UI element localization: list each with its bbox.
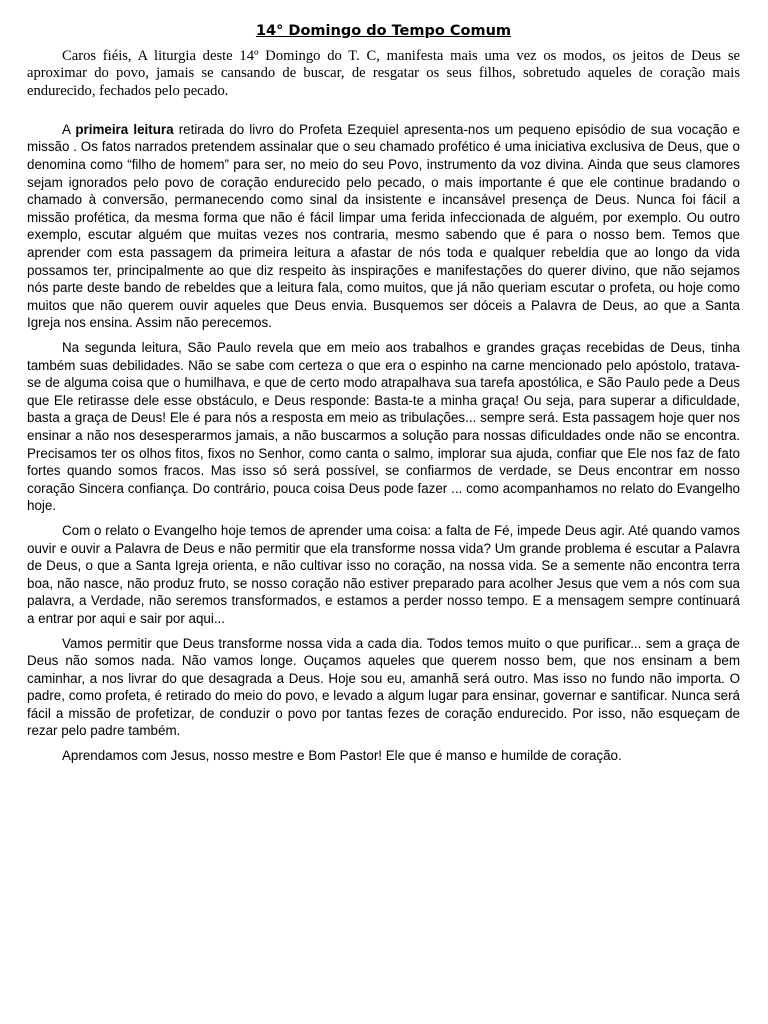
paragraph-second-reading: Na segunda leitura, São Paulo revela que em meio aos trabalhos e grandes graças recebidas de Deus, tinha também suas debilidades. Não se sabe com certeza o que era o espinho na carne mencionado pelo apóstolo, tratava-se de alguma coisa que o humilhava, e que de certo modo atrapalhava sua tarefa apostólica, e São Paulo pede a Deus que Ele retirasse dele esse obstáculo, e Deus responde: Basta-te a minha graça! Ou seja, para superar a dificuldade, basta a graça de Deus! Ele é para nós a resposta em meio as tribulações... sempre será. Esta passagem hoje quer nos ensinar a não nos desesperarmos jamais, a não buscarmos a solução para nossas dificuldades onde não se encontra. Precisamos ter os olhos fitos, fixos no Senhor, como canta o salmo, implorar sua ajuda, confiar que Ele nos faz de fato fortes quando somos fracos. Mas isso só será possível, se confiarmos de verdade, se Deus encontrar em nosso coração Sincera confiança. Do contrário, pouca coisa Deus pode fazer ... como acompanhamos no relato do Evangelho hoje. <box>27 340 740 514</box>
document-page <box>27 22 740 772</box>
page-title: 14° Domingo do Tempo Comum <box>255 23 512 39</box>
paragraph-closing: Aprendamos com Jesus, nosso mestre e Bom Pastor! Ele que é manso e humilde de coração. <box>62 748 622 764</box>
first-reading-text: retirada do livro do Profeta Ezequiel apresenta-nos um pequeno episódio de sua vocação e missão . Os fatos narrados pretendem assinalar que o seu chamado profético é uma iniciativa exclusiva de Deus, que o denomina como “filho de homem” para ser, no meio do seu Povo, instrumento da voz divina. Ainda que seus clamores sejam ignorados pelo povo de coração endurecido pelo pecado, o mais importante é que ele continue bradando o chamado à conversão, permanecendo como sinal da insistente e incansável presença de Deus. Nunca foi fácil a missão profética, da mesma forma que não é fácil limpar uma ferida infeccionada de alguém, por exemplo. Ou outro exemplo, escutar alguém que muitas vezes nos contraria, mesmo sabendo que é para o nosso bem. Temos que aprender com esta passagem da primeira leitura a afastar de nós toda e qualquer rebeldia que ao longo da vida possamos ter, principalmente ao que diz respeito às inspirações e manifestações do querer divino, que não sejamos nós parte deste bando de rebeldes que a leitura fala, como muitos, que já não queriam escutar o profeta, ou hoje como muitos que não querem ouvir aqueles que Deus envia. Busquemos ser dóceis a Palavra de Deus, ao que a Santa Igreja nos ensina. Assim não perecemos. <box>27 121 740 331</box>
paragraph-first-reading <box>27 121 740 332</box>
intro-paragraph: Caros fiéis, A liturgia deste 14º Domingo do T. C, manifesta mais uma vez os modos, os jeitos de Deus se aproximar do povo, jamais se cansando de buscar, de resgatar os seus filhos, sobretudo aqueles de coração mais endurecido, fechados pelo pecado. <box>27 48 740 99</box>
first-reading-lead: A <box>62 121 76 137</box>
paragraph-gospel: Com o relato o Evangelho hoje temos de aprender uma coisa: a falta de Fé, impede Deus agir. Até quando vamos ouvir e ouvir a Palavra de Deus e não permitir que ela transforme nossa vida? Um grande problema é escutar a Palavra de Deus, o que a Santa Igreja orienta, e não cultivar isso no coração, na nossa vida. Se a semente não encontra terra boa, não nasce, não produz fruto, se nosso coração não estiver preparado para acolher Jesus que vem a nós com sua palavra, a Verdade, não seremos transformados, e estamos a perder nosso tempo. E a mensagem sempre continuará a entrar por aqui e sair por aqui... <box>27 522 740 626</box>
paragraph-transformation: Vamos permitir que Deus transforme nossa vida a cada dia. Todos temos muito o que purificar... sem a graça de Deus não somos nada. Não vamos longe. Ouçamos aqueles que querem nosso bem, que nos ensinam a bem caminhar, a nos livrar do que desagrada a Deus. Hoje sou eu, amanhã será outro. Mas isso no fundo não importa. O padre, como profeta, é retirado do meio do povo, e levado a algum lugar para ensinar, governar e santificar. Nunca será fácil a missão de profetizar, de conduzir o povo por tantas fezes de coração endurecido. Por isso, não esqueçam de rezar pelo padre também. <box>27 635 740 739</box>
first-reading-bold: primeira leitura <box>75 121 174 137</box>
